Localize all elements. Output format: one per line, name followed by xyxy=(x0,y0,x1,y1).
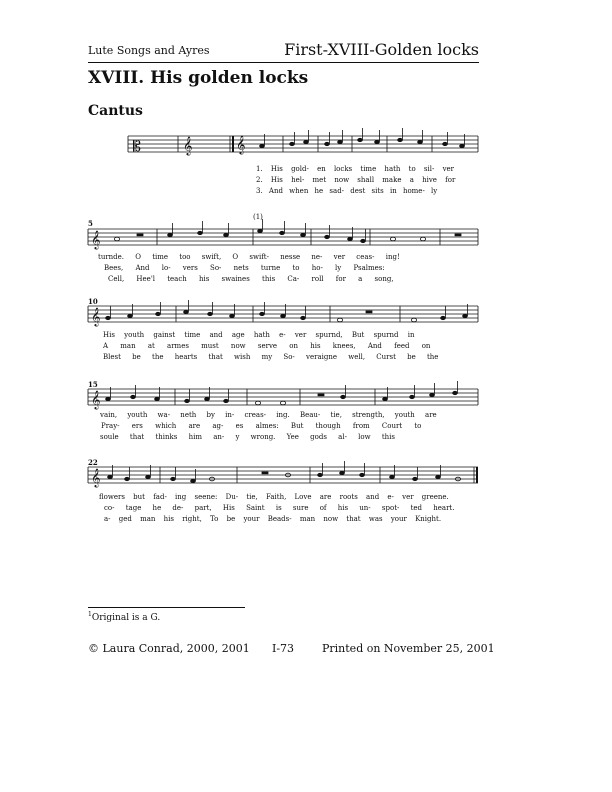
staff-5 xyxy=(88,467,478,483)
lyric-line: Blest be the hearts that wish my So- veraigne well, Curst be the xyxy=(103,353,439,361)
svg-text:𝄞: 𝄞 xyxy=(236,135,246,154)
lyric-line: A man at armes must now serve on his knees, And feed on xyxy=(103,342,431,350)
lyric-line: Pray- ers which are ag- es almes: But though from Court to xyxy=(101,422,422,430)
notes-1 xyxy=(260,128,465,148)
lyric-line: a- ged man his right, To be your Beads- man now that was your Knight. xyxy=(104,515,442,523)
measure-number: 10 xyxy=(88,297,98,306)
measure-number: 5 xyxy=(88,219,93,228)
staff-1 xyxy=(128,136,478,152)
footnote xyxy=(88,611,160,623)
footnote-reference: (1) xyxy=(253,213,263,221)
lyric-line: soule that thinks him an- y wrong. Yee gods al- low this xyxy=(100,433,395,441)
page-number: I-73 xyxy=(272,642,295,655)
svg-text:𝄡: 𝄡 xyxy=(133,139,141,155)
svg-text:𝄞: 𝄞 xyxy=(91,390,101,409)
lyric-line: co- tage he de- part, His Saint is sure of his un- spot- ted heart. xyxy=(104,504,455,512)
running-header-right: First-XVIII-Golden locks xyxy=(284,40,479,59)
footnote-rule xyxy=(88,607,245,608)
footnote-mark: 1 xyxy=(88,611,92,618)
measure-number: 22 xyxy=(88,458,98,467)
lyric-line: Bees, And lo- vers So- nets turne to ho- ly Psalmes: xyxy=(104,264,385,272)
svg-text:𝄞: 𝄞 xyxy=(91,468,101,487)
lyric-line: 3. And when he sad- dest sits in home- ly xyxy=(256,187,438,195)
lyric-line: Cell, Hee'l teach his swaines this Ca- roll for a song, xyxy=(108,275,394,283)
lyric-line: His youth gainst time and age hath e- ver spurnd, But spurnd in xyxy=(103,331,415,339)
lyric-line: vain, youth wa- neth by in- creas- ing. Beau- tie, strength, youth are xyxy=(100,411,437,419)
lyric-line: 1. His gold- en locks time hath to sil- ver xyxy=(256,165,455,173)
lyric-line: flowers but fad- ing seene: Du- tie, Faith, Love are roots and e- ver greene. xyxy=(99,493,449,501)
footnote-text: Original is a G. xyxy=(91,613,161,623)
part-name: Cantus xyxy=(88,103,143,119)
staff-4 xyxy=(88,389,478,405)
running-header-left: Lute Songs and Ayres xyxy=(88,44,210,57)
svg-text:𝄞: 𝄞 xyxy=(91,230,101,249)
measure-number: 15 xyxy=(88,380,98,389)
copyright: © Laura Conrad, 2000, 2001 xyxy=(88,642,250,655)
song-title: XVIII. His golden locks xyxy=(88,68,309,88)
lyric-line: turnde. O time too swift, O swift- nesse ne- ver ceas- ing! xyxy=(98,253,400,261)
svg-text:𝄞: 𝄞 xyxy=(91,307,101,326)
lyric-line: 2. His hel- met now shall make a hive for xyxy=(256,176,456,184)
printed-date: Printed on November 25, 2001 xyxy=(322,642,495,655)
svg-text:𝄞: 𝄞 xyxy=(183,136,193,155)
